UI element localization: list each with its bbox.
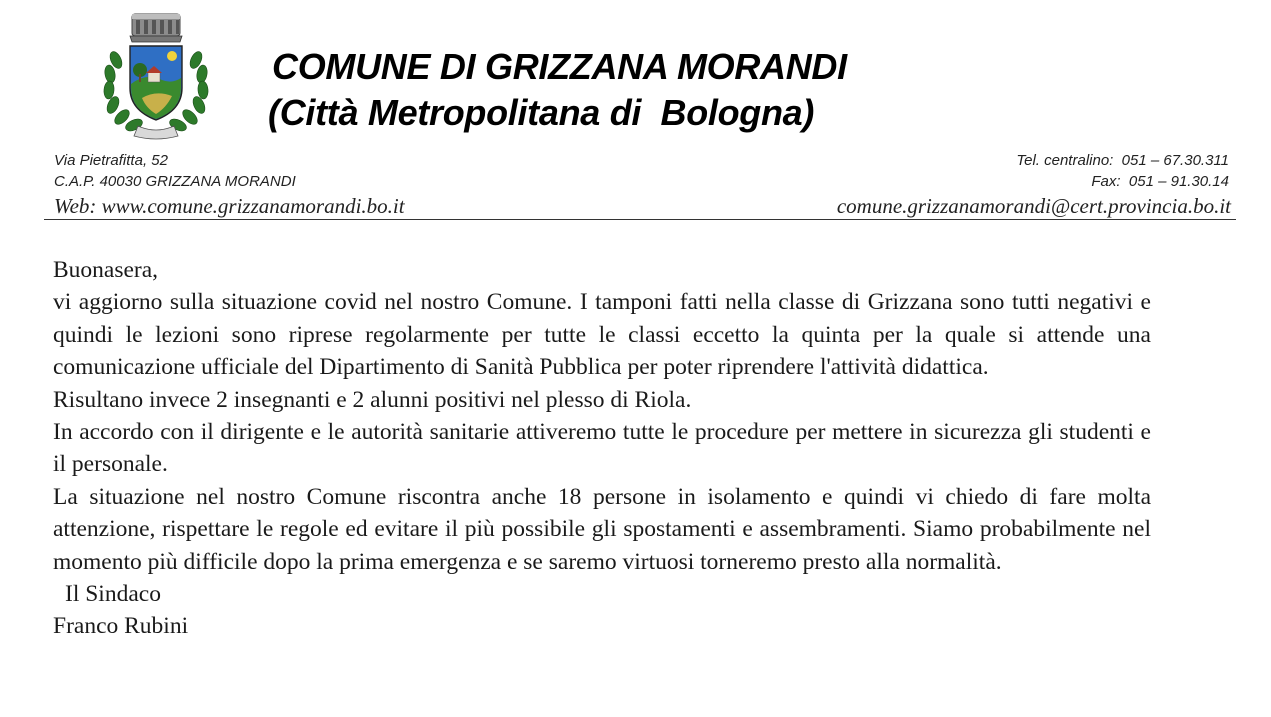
letter-body bbox=[53, 254, 1151, 643]
letter-greeting: Buonasera, bbox=[53, 257, 159, 283]
fax-line: Fax: 051 – 91.30.14 bbox=[1091, 173, 1229, 190]
coat-of-arms-icon bbox=[102, 10, 210, 142]
letter-paragraph-2: Risultano invece 2 insegnanti e 2 alunni positivi nel plesso di Riola. bbox=[53, 386, 692, 413]
municipality-subtitle: (Città Metropolitana di Bologna) bbox=[268, 92, 815, 133]
cap-line: C.A.P. 40030 GRIZZANA MORANDI bbox=[54, 173, 296, 190]
letter-paragraph-1: vi aggiorno sulla situazione covid nel nostro Comune. I tamponi fatti nella classe di Grizzana sono tutti negativi e quindi le lezioni sono riprese regolarmente per tutte le classi eccetto la quinta per la quale si attende una comunicazione ufficiale del Dipartimento di Sanità Pubblica per poter riprendere l'attività didattica. bbox=[53, 289, 1151, 381]
address-line: Via Pietrafitta, 52 bbox=[54, 152, 168, 169]
contact-address-block bbox=[54, 150, 296, 192]
website-link[interactable]: Web: www.comune.grizzanamorandi.bo.it bbox=[54, 194, 405, 218]
header-divider bbox=[44, 219, 1236, 220]
municipality-title: COMUNE DI GRIZZANA MORANDI bbox=[272, 46, 847, 87]
tel-line: Tel. centralino: 051 – 67.30.311 bbox=[1016, 152, 1229, 169]
pec-email-link[interactable]: comune.grizzanamorandi@cert.provincia.bo.it bbox=[836, 194, 1231, 218]
signature-name: Franco Rubini bbox=[53, 613, 189, 640]
signature-role: Il Sindaco bbox=[65, 581, 161, 608]
contact-phone-block bbox=[1016, 150, 1229, 192]
letter-paragraph-4: La situazione nel nostro Comune riscontra anche 18 persone in isolamento e quindi vi chiedo di fare molta attenzione, rispettare le regole ed evitare il più possibile gli spostamenti e assembramenti. Siamo probabilmente nel momento più difficile dopo la prima emergenza e se saremo virtuosi torneremo presto alla normalità. bbox=[53, 483, 1151, 575]
letter-paragraph-3: In accordo con il dirigente e le autorità sanitarie attiveremo tutte le procedure per mettere in sicurezza gli studenti e il personale. bbox=[53, 419, 1151, 478]
